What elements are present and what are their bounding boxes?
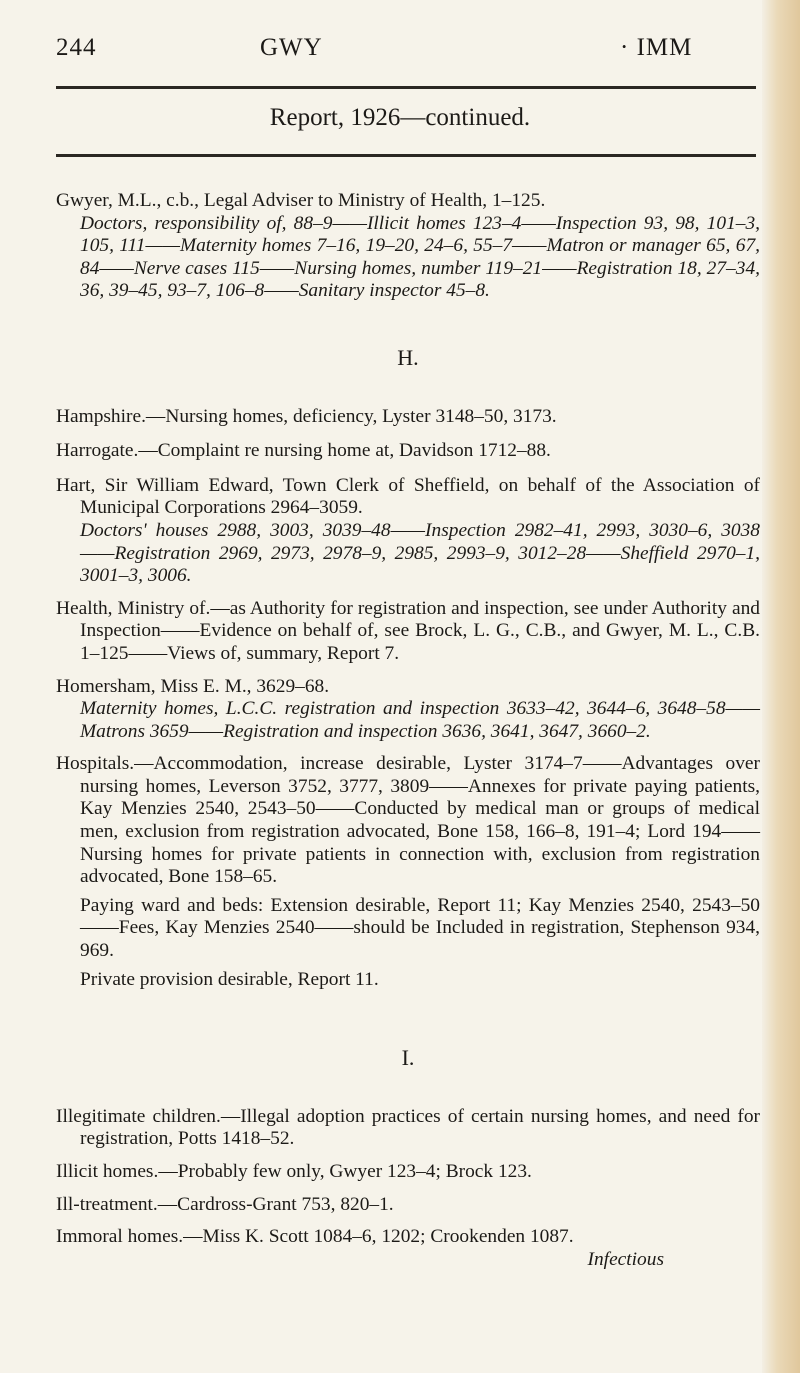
entry-hart-body: Doctors' houses 2988, 3003, 3039–48——Inspection 2982–41, 2993, 3030–6, 3038——Registration 2969, 2973, 2978–9, 2985, 2993–9, 3012–28——Sheffield 2970–1, 3001–3, 3006. [80,519,760,587]
running-header [56,34,756,68]
entry-gwyer-body: Doctors, responsibility of, 88–9——Illicit homes 123–4——Inspection 93, 98, 101–3, 105, 111——Maternity homes 7–16, 19–20, 24–6, 55–7——Matron or manager 65, 67, 84——Nerve cases 115——Nursing homes, number 119–21——Registration 18, 27–34, 36, 39–45, 93–7, 106–8——Sanitary inspector 45–8. [80,212,760,302]
entry-hart-heading: Hart, Sir William Edward, Town Clerk of Sheffield, on behalf of the Association of Municipal Corporations 2964–3059. [56,474,760,519]
entry-hampshire: Hampshire.—Nursing homes, deficiency, Lyster 3148–50, 3173. [56,405,557,427]
entry-hospitals-private: Private provision desirable, Report 11. [80,968,379,990]
page-number: 244 [56,34,97,61]
entry-gwyer-heading: Gwyer, M.L., c.b., Legal Adviser to Ministry of Health, 1–125. [56,190,546,211]
entry-immoral: Immoral homes.—Miss K. Scott 1084–6, 1202; Crookenden 1087. [56,1226,574,1248]
report-title: Report, 1926—continued. [269,104,531,131]
entry-homersham-heading: Homersham, Miss E. M., 3629–68. [56,675,330,697]
catchword: Infectious [587,1248,664,1270]
entry-hospitals: Hospitals.—Accommodation, increase desirable, Lyster 3174–7——Advantages over nursing homes, Leverson 3752, 3777, 3809——Annexes for private paying patients, Kay Menzies 2540, 2543–50——Conducted by medical man or groups of medical men, exclusion from registration advocated, Bone 158, 166–8, 191–4; Lord 194——Nursing homes for private patients in connection with, exclusion from registration advocated, Bone 158–65. [56,753,760,888]
entry-homersham-body: Maternity homes, L.C.C. registration and inspection 3633–42, 3644–6, 3648–58——Matrons 3659——Registration and inspection 3636, 3641, 3647, 3660–2. [80,698,760,742]
header-rule [56,86,756,89]
entry-harrogate: Harrogate.—Complaint re nursing home at, Davidson 1712–88. [56,440,551,462]
index-content [56,190,760,1271]
entry-hospitals-paying: Paying ward and beds: Extension desirable, Report 11; Kay Menzies 2540, 2543–50——Fees, Kay Menzies 2540——should be Included in registration, Stephenson 934, 969. [80,894,760,962]
section-heading-h: H. [397,344,419,370]
entry-ill-treatment: Ill-treatment.—Cardross-Grant 753, 820–1. [56,1193,394,1215]
page-edge-shadow [762,0,800,1373]
entry-illicit: Illicit homes.—Probably few only, Gwyer 123–4; Brock 123. [56,1161,532,1182]
left-guide-word: GWY [260,34,323,61]
right-guide-word: · IMM [620,34,693,61]
entry-illegitimate: Illegitimate children.—Illegal adoption practices of certain nursing homes, and need for registration, Potts 1418–52. [56,1105,760,1150]
title-rule [56,154,756,157]
section-heading-i: I. [401,1045,415,1071]
entry-health-ministry: Health, Ministry of.—as Authority for registration and inspection, see under Authority and Inspection——Evidence on behalf of, see Brock, L. G., C.B., and Gwyer, M. L., C.B. 1–125——Views of, summary, Report 7. [56,597,760,664]
